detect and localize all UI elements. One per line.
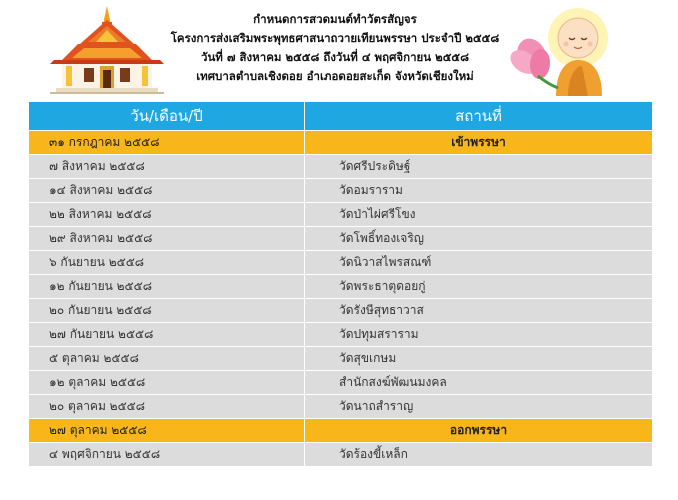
cell-date: ๑๒ กันยายน ๒๕๕๘	[29, 275, 305, 299]
cell-date: ๒๒ สิงหาคม ๒๕๕๘	[29, 203, 305, 227]
header	[0, 0, 678, 100]
cell-place: วัดนิวาสไพรสณฑ์	[305, 251, 653, 275]
table-row	[29, 227, 653, 251]
table-row	[29, 443, 653, 467]
cell-date: ๕ ตุลาคม ๒๕๕๘	[29, 347, 305, 371]
cell-date: ๔ พฤศจิกายน ๒๕๕๘	[29, 443, 305, 467]
table-row	[29, 155, 653, 179]
title-line-3: วันที่ ๗ สิงหาคม ๒๕๕๘ ถึงวันที่ ๔ พฤศจิกายน ๒๕๕๘	[200, 50, 470, 64]
cell-date: ๒๐ กันยายน ๒๕๕๘	[29, 299, 305, 323]
table-row	[29, 251, 653, 275]
table-row	[29, 203, 653, 227]
cell-date: ๒๗ กันยายน ๒๕๕๘	[29, 323, 305, 347]
cell-place: วัดนาถสำราญ	[305, 395, 653, 419]
cell-date: ๑๒ ตุลาคม ๒๕๕๘	[29, 371, 305, 395]
cell-date: ๒๙ สิงหาคม ๒๕๕๘	[29, 227, 305, 251]
table-row	[29, 371, 653, 395]
cell-date: ๒๗ ตุลาคม ๒๕๕๘	[29, 419, 305, 443]
table-header-row	[29, 102, 653, 131]
table-row-highlight	[29, 419, 653, 443]
title-line-1: กำหนดการสวดมนต์ทำวัตรสัญจร	[253, 12, 417, 26]
cell-place: วัดปทุมสราราม	[305, 323, 653, 347]
document-title	[170, 10, 500, 86]
cell-date: ๒๐ ตุลาคม ๒๕๕๘	[29, 395, 305, 419]
cell-date: ๓๑ กรกฎาคม ๒๕๕๘	[29, 131, 305, 155]
cell-place: วัดป่าไผ่ศรีโขง	[305, 203, 653, 227]
cell-place: เข้าพรรษา	[305, 131, 653, 155]
cell-place: วัดโพธิ์ทองเจริญ	[305, 227, 653, 251]
table-row	[29, 299, 653, 323]
table-row-highlight	[29, 131, 653, 155]
cell-date: ๗ สิงหาคม ๒๕๕๘	[29, 155, 305, 179]
cell-place: วัดสุขเกษม	[305, 347, 653, 371]
cell-place: สำนักสงฆ์พัฒนมงคล	[305, 371, 653, 395]
cell-place: วัดพระธาตุดอยกู่	[305, 275, 653, 299]
table-row	[29, 323, 653, 347]
table-row	[29, 275, 653, 299]
cell-date: ๖ กันยายน ๒๕๕๘	[29, 251, 305, 275]
column-header-date: วัน/เดือน/ปี	[29, 102, 305, 131]
table-row	[29, 395, 653, 419]
cell-place: วัดศรีประดิษฐ์	[305, 155, 653, 179]
cell-place: วัดรังษีสุทธาวาส	[305, 299, 653, 323]
temple-icon	[48, 4, 166, 94]
table-row	[29, 347, 653, 371]
monk-icon	[498, 4, 618, 96]
cell-place: วัดอมราราม	[305, 179, 653, 203]
cell-place: ออกพรรษา	[305, 419, 653, 443]
table-body	[29, 131, 653, 467]
title-line-4: เทศบาลตำบลเชิงดอย อำเภอดอยสะเก็ด จังหวัดเชียงใหม่	[196, 69, 474, 83]
cell-date: ๑๔ สิงหาคม ๒๕๕๘	[29, 179, 305, 203]
column-header-place: สถานที่	[305, 102, 653, 131]
cell-place: วัดร้องขี้เหล็ก	[305, 443, 653, 467]
schedule-table	[28, 101, 653, 467]
title-line-2: โครงการส่งเสริมพระพุทธศาสนาถวายเทียนพรรษา ประจำปี ๒๕๕๘	[170, 31, 500, 45]
table-row	[29, 179, 653, 203]
